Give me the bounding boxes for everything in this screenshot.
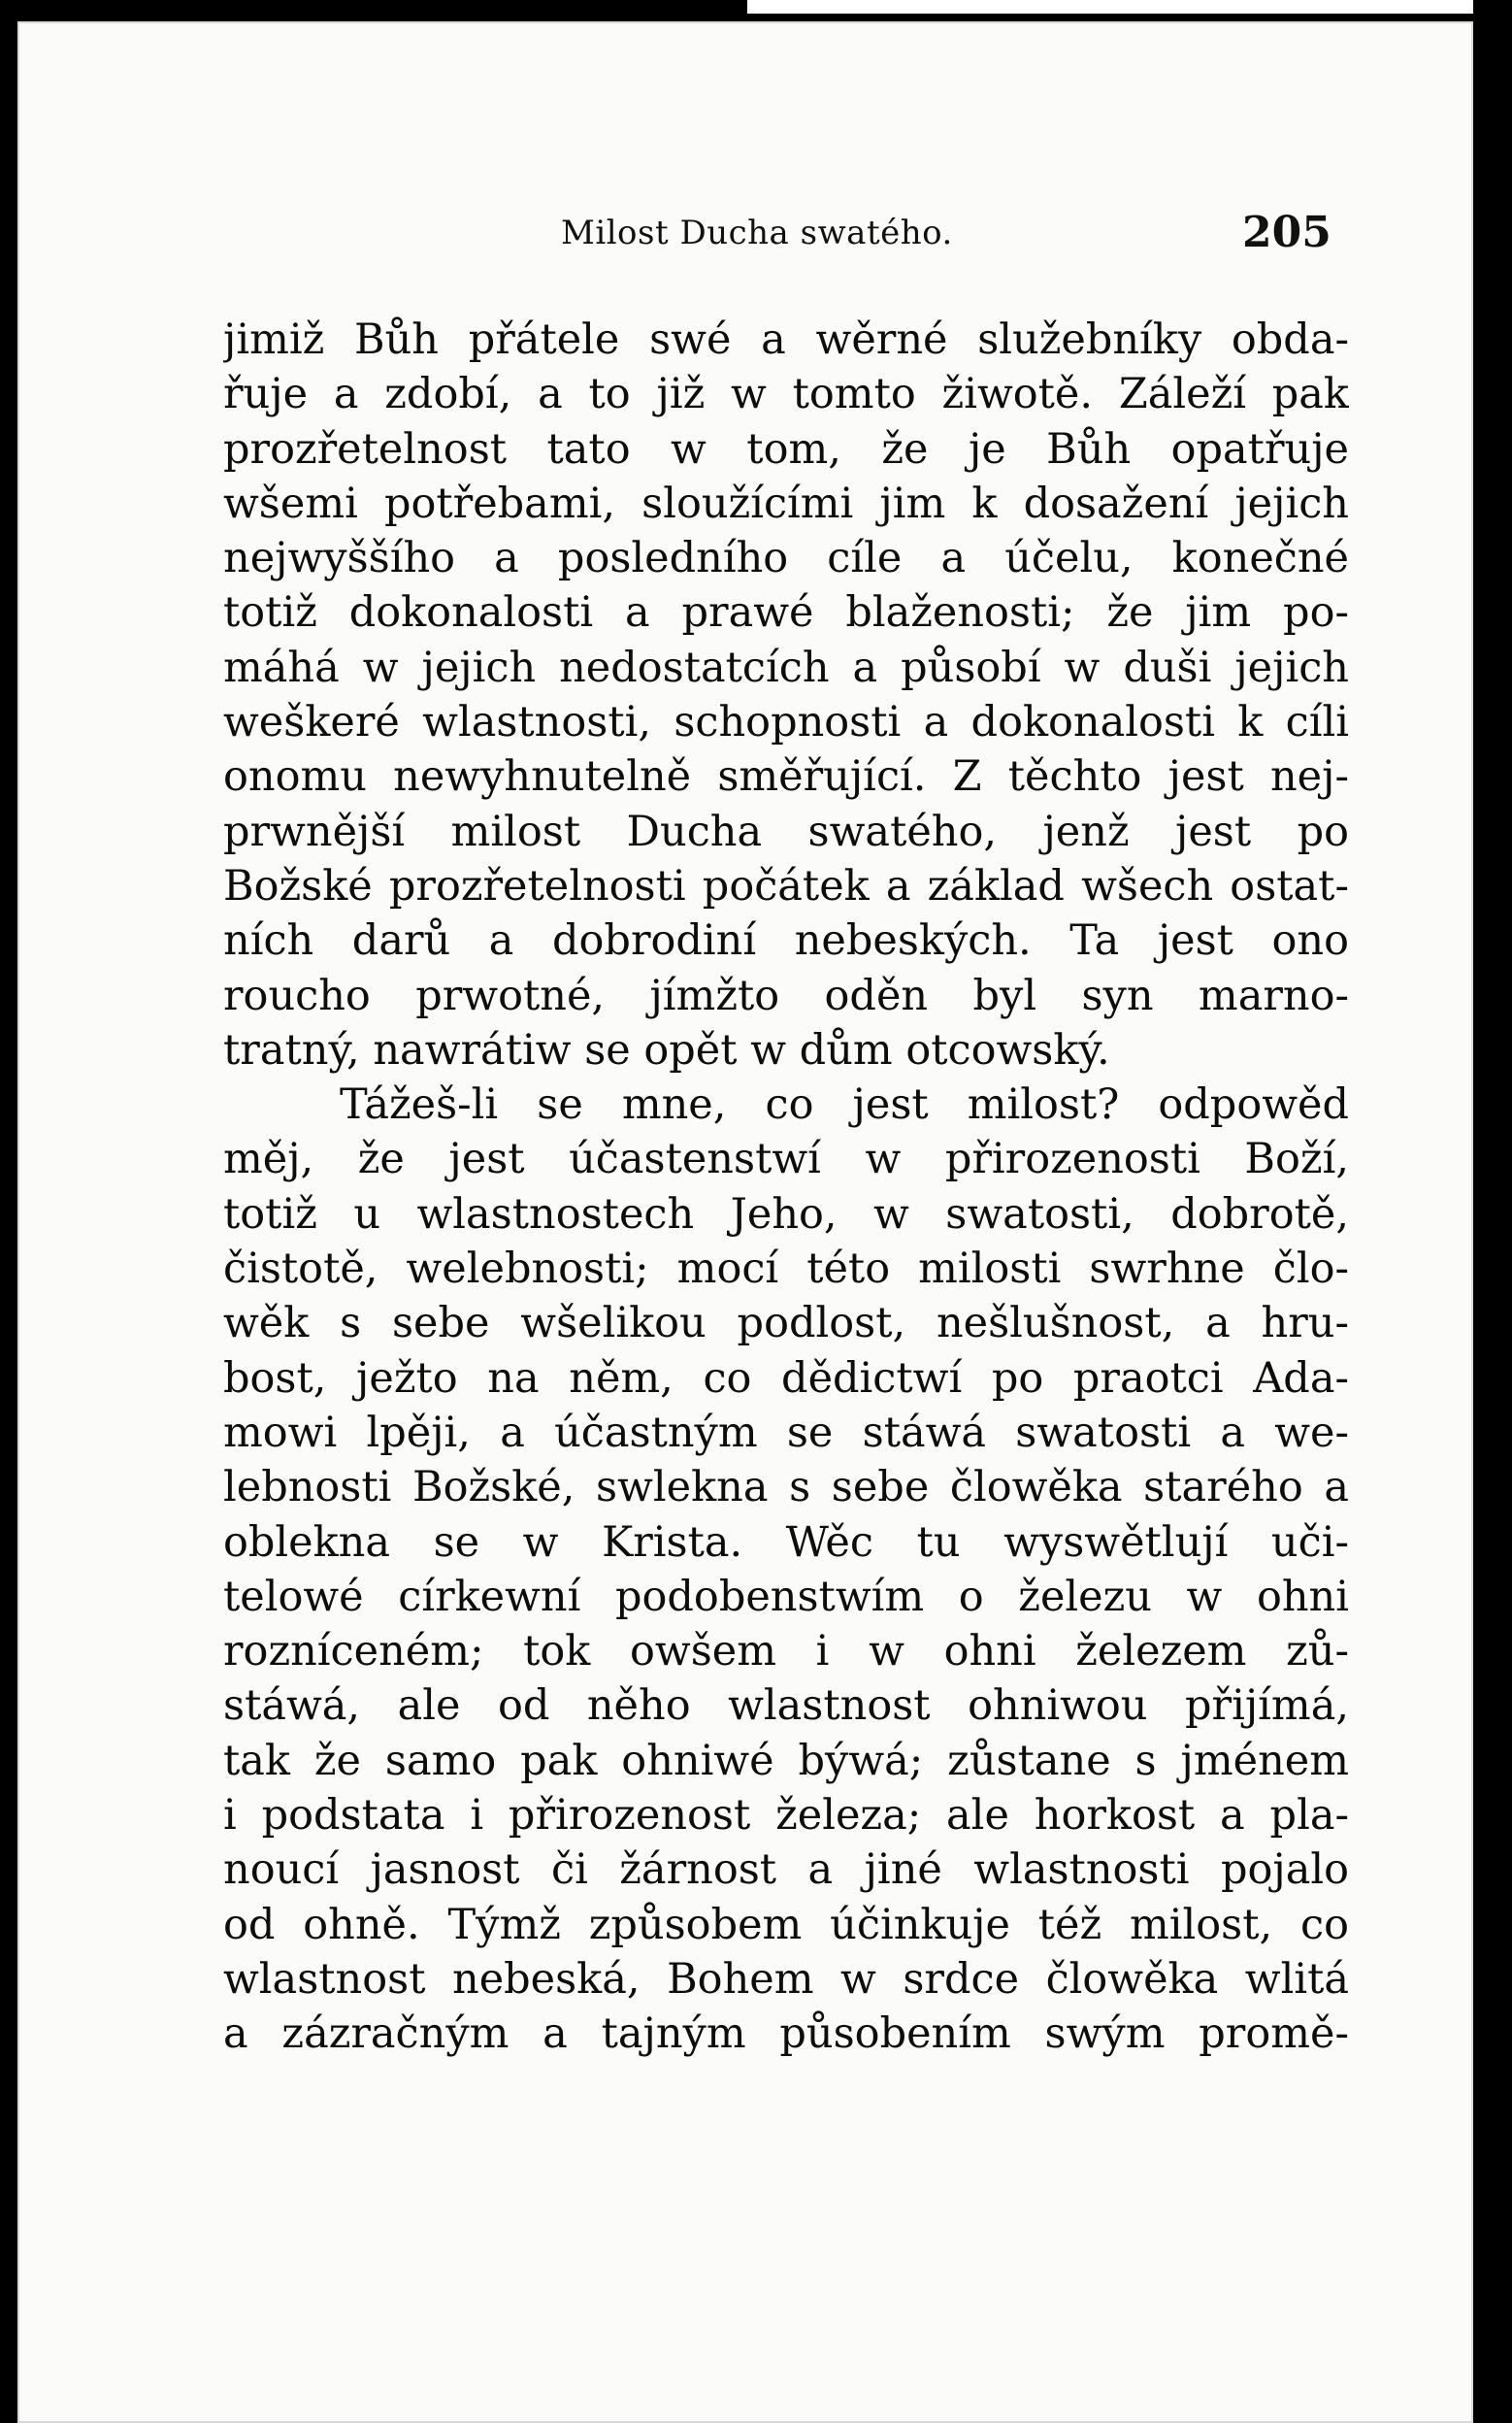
text-line: stáwá, ale od něho wlastnost ohniwou přijímá, <box>223 1681 1349 1731</box>
text-line: obleknа se w Krista. Wěc tu wyswětlují uči- <box>223 1517 1349 1567</box>
book-page <box>17 21 1473 2423</box>
page-header <box>17 204 1473 262</box>
text-line: nejwyššího a posledního cíle a účelu, konečné <box>223 534 1349 583</box>
body-text <box>223 313 1349 2062</box>
text-line: noucí jasnost či žárnost a jiné wlastnosti pojalo <box>223 1845 1349 1895</box>
page-number: 205 <box>1242 208 1331 257</box>
text-line: tratný, nawrátiw se opět w dům otcowský. <box>223 1025 1110 1075</box>
text-line: čistotě, welebnosti; mocí této milosti swrhne člo- <box>223 1245 1349 1294</box>
scan-top-edge <box>0 0 1512 21</box>
text-line: lebnosti Božské, swlekna s sebe člowěka starého a <box>223 1463 1349 1512</box>
text-line: Božské prozřetelnosti počátek a základ wšech ostat- <box>223 861 1349 911</box>
text-line: totiž dokonalosti a prawé blaženosti; že jim po- <box>223 588 1349 638</box>
text-line: bost, ježto na něm, co dědictwí po praotci Ada- <box>223 1353 1349 1403</box>
text-line: měj, že jest účastenstwí w přirozenosti Boží, <box>223 1135 1349 1184</box>
text-line: totiž u wlastnostech Jeho, w swatosti, dobrotě, <box>223 1189 1349 1239</box>
text-line: onomu newyhnutelně směřující. Z těchto jest nej- <box>223 752 1349 802</box>
text-line: mowi lpěji, a účastným se stáwá swatosti a we- <box>223 1408 1349 1457</box>
text-line: prozřetelnost tato w tom, že je Bůh opatřuje <box>223 424 1349 474</box>
text-line: Tážeš-li se mne, co jest milost? odpowěd <box>340 1080 1349 1130</box>
text-line: wšemi potřebami, sloužícími jim k dosažení jejich <box>223 479 1349 528</box>
text-line: řuje a zdobí, a to již w tomto žiwotě. Záleží pak <box>223 370 1349 419</box>
text-line: wlastnost nebeská, Bohem w srdce člowěka wlitá <box>223 1954 1349 2004</box>
text-line: jimiž Bůh přátele swé a wěrné služebníky obda- <box>223 315 1349 364</box>
text-line: a zázračným a tajným působením swým promě- <box>223 2009 1349 2059</box>
scan-left-edge <box>0 0 17 2423</box>
scan-top-notch <box>747 0 1512 14</box>
text-line: i podstata i přirozenost železa; ale horkost a pla- <box>223 1791 1349 1841</box>
text-line: wěk s sebe wšelikou podlost, nešlušnost, a hru- <box>223 1299 1349 1348</box>
text-line: prwnější milost Ducha swatého, jenž jest po <box>223 807 1349 856</box>
text-line: weškeré wlastnosti, schopnosti a dokonalosti k cíli <box>223 698 1349 747</box>
text-line: tak že samo pak ohniwé býwá; zůstane s jménem <box>223 1736 1349 1785</box>
text-line: telowé církewní podobenstwím o železu w ohni <box>223 1572 1349 1621</box>
text-line: roucho prwotné, jímžto oděn byl syn marno- <box>223 971 1349 1020</box>
text-line: od ohně. Týmž způsobem účinkuje též milost, co <box>223 1900 1349 1949</box>
text-line: ních darů a dobrodiní nebeských. Ta jest ono <box>223 916 1349 966</box>
text-line: rozníceném; tok owšem i w ohni železem zů- <box>223 1627 1349 1676</box>
text-line: máhá w jejich nedostatcích a působí w duši jejich <box>223 643 1349 692</box>
running-title: Milost Ducha swatého. <box>561 214 953 252</box>
scan-right-edge <box>1473 0 1512 2423</box>
